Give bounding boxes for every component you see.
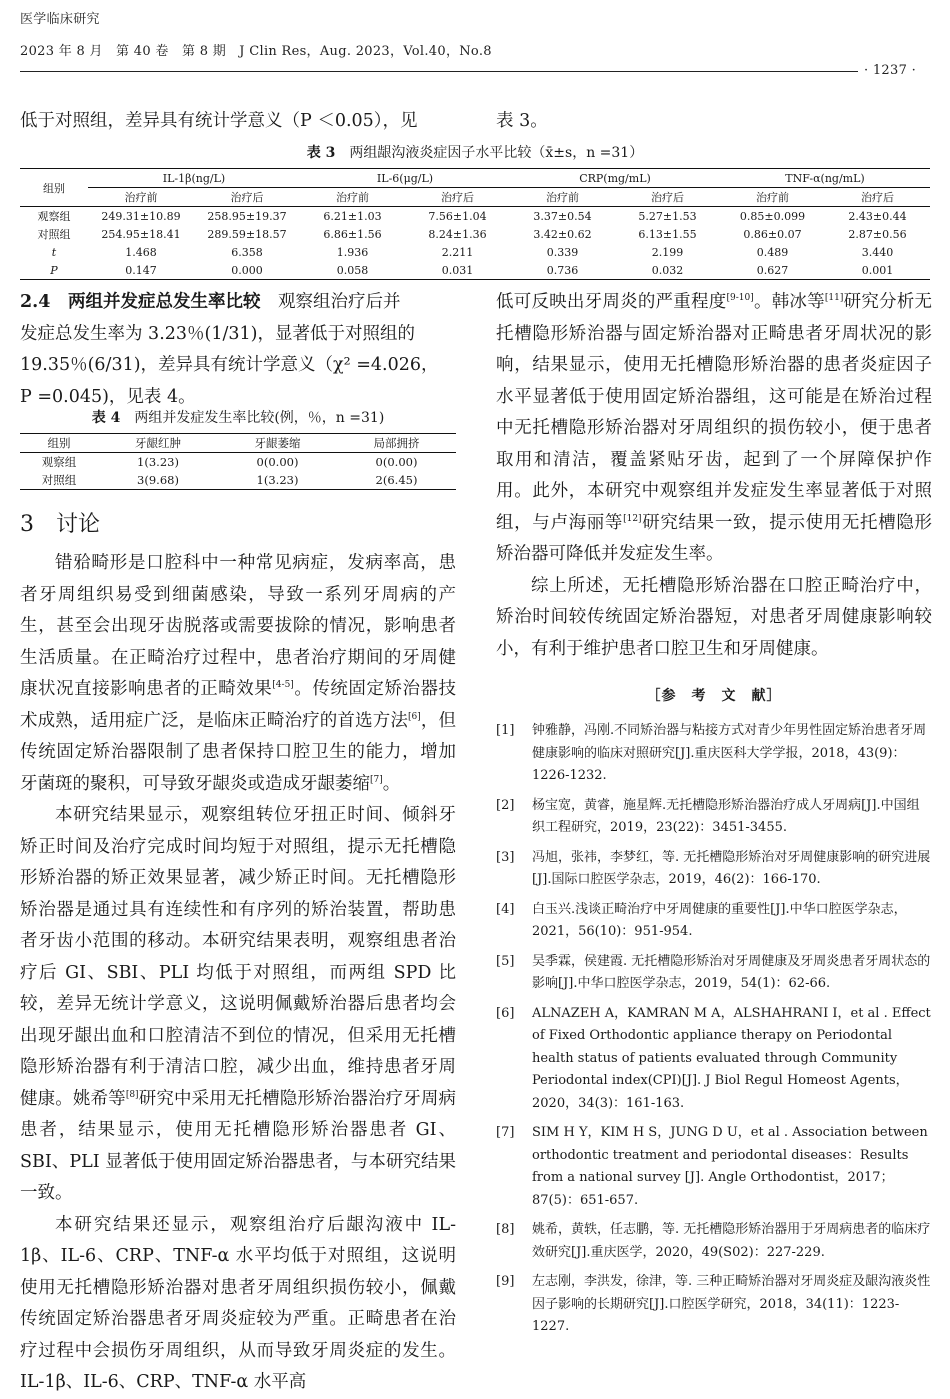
reference-list <box>496 720 932 1346</box>
table-cell: 254.95±18.41 <box>101 227 181 241</box>
table3-indicator: CRP(mg/mL) <box>510 169 720 188</box>
citation: [6] <box>407 711 421 722</box>
reference-item <box>496 1271 932 1339</box>
table-row <box>20 261 930 280</box>
table4-header: 局部拥挤 <box>373 436 420 450</box>
table-cell: 5.27±1.53 <box>638 209 697 223</box>
table-cell: 2.43±0.44 <box>848 209 907 223</box>
table-cell: 6.86±1.56 <box>323 227 382 241</box>
reference-number: [1] <box>496 723 515 738</box>
header-rule <box>20 71 858 72</box>
paragraph <box>20 548 456 800</box>
table3-indicator: IL-6(μg/L) <box>300 169 510 188</box>
citation: [8] <box>125 1089 139 1100</box>
paragraph-text: 本研究结果显示，观察组转位牙扭正时间、倾斜牙矫正时间及治疗完成时间均短于对照组，提示无托槽隐形矫治器的矫正效果显著，减少矫正时间。无托槽隐形矫治器是通过具有连续性和有序列的矫治装置，帮助患者牙齿小范围的移动。本研究结果表明，观察组患者治疗后 GI、SBI、PLI 均低于对照组，而两组 SPD 比较，差异无统计学意义，这说明佩戴矫治器后患者均会出现牙龈出血和口腔清洁不到位的情况，但采用无托槽隐形矫治器有利于清洁口腔，减少出血，维持患者牙周健康。姚希等 <box>20 805 456 1109</box>
table3 <box>20 168 930 280</box>
table-cell: 1(3.23) <box>256 473 299 487</box>
table-cell: 0(0.00) <box>375 455 418 469</box>
reference-item <box>496 720 932 788</box>
issue-info: 2023 年 8 月 第 40 卷 第 8 期 J Clin Res，Aug. 2023，Vol.40，No.8 <box>20 44 492 59</box>
reference-number: [3] <box>496 849 515 865</box>
citation: [9-10] <box>726 293 754 304</box>
table-cell: 观察组 <box>41 455 77 469</box>
table-cell: 0(0.00) <box>256 455 299 469</box>
table-cell: 8.24±1.36 <box>428 227 487 241</box>
table3-subheader: 治疗后 <box>230 191 264 204</box>
table-cell: 0.147 <box>125 263 157 277</box>
reference-text: 姚希，黄轶，任志鹏，等. 无托槽隐形矫治器用于牙周病患者的临床疗效研究[J].重庆医学，2020，49(S02)：227-229. <box>532 1222 931 1260</box>
reference-text: 白玉兴.浅谈正畸治疗中牙周健康的重要性[J].中华口腔医学杂志，2021，56(10)：951-954. <box>532 901 907 939</box>
reference-item <box>496 951 932 996</box>
table3-subheader: 治疗前 <box>546 191 579 204</box>
table-cell: 0.000 <box>231 263 263 277</box>
paragraph-text: 。 <box>382 773 401 794</box>
table4 <box>20 433 456 490</box>
journal-name: 医学临床研究 <box>20 12 100 27</box>
table3-row-label: t <box>51 245 57 259</box>
table-cell: 2(6.45) <box>375 473 418 487</box>
table-cell: 1.936 <box>336 245 369 259</box>
table-row <box>20 243 930 261</box>
table3-row-label: 观察组 <box>37 210 71 223</box>
paragraph-text: ，但传统固定矫治器限制了患者保持口腔卫生的能力，增加牙菌斑的聚积，可导致牙龈炎或造成牙龈萎缩 <box>20 710 457 794</box>
table-cell: 0.032 <box>651 263 684 277</box>
table-cell: 0.001 <box>861 263 894 277</box>
paragraph-text: 研究分析无托槽隐形矫治器与固定矫治器对正畸患者牙周状况的影响，结果显示，使用无托槽隐形矫治器的患者炎症因子水平显著低于使用固定矫治器组，这可能是在矫治过程中无托槽隐形矫治器对牙周组织的损伤较小，便于患者取用和清洁，覆盖紧贴牙齿，起到了一个屏障保护作用。此外，本研究中观察组并发症发生率显著低于对照组，与卢海丽等 <box>496 292 933 533</box>
section-2-4-text: 观察组治疗后并 <box>277 292 401 312</box>
section-2-4-text: 19.35％(6/31)，差异具有统计学意义（χ² =4.026， <box>20 355 439 375</box>
reference-text: 钟雅静，冯刚.不同矫治器与粘接方式对青少年男性固定矫治患者牙周健康影响的临床对照研究[J].重庆医科大学学报，2018，43(9)：1226-1232. <box>532 723 927 783</box>
table-cell: 0.85±0.099 <box>739 209 806 223</box>
table3-subheader: 治疗后 <box>651 191 684 204</box>
paragraph <box>20 800 456 1210</box>
table-cell: 3(9.68) <box>137 473 179 487</box>
table-cell: 3.440 <box>861 245 894 259</box>
table-cell: 6.358 <box>231 245 263 259</box>
reference-item <box>496 1219 932 1264</box>
table-cell: 6.13±1.55 <box>638 227 697 241</box>
table-cell: 1.468 <box>125 245 157 259</box>
reference-number: [4] <box>496 901 515 917</box>
discussion-right <box>496 287 932 665</box>
paragraph-text: 研究中采用无托槽隐形矫治器治疗牙周病患者，结果显示，使用无托槽隐形矫治器患者 GI、SBI、PLI 显著低于使用固定矫治器患者，与本研究结果一致。 <box>20 1088 456 1203</box>
table3-group-header: 组别 <box>20 169 88 207</box>
reference-number: [6] <box>496 1005 515 1021</box>
table4-header: 组别 <box>47 436 71 450</box>
table-cell: 289.59±18.57 <box>207 227 287 241</box>
table4-header: 牙龈红肿 <box>135 436 181 450</box>
reference-number: [2] <box>496 797 515 813</box>
table-cell: 1(3.23) <box>137 455 179 469</box>
reference-item <box>496 1122 932 1212</box>
table4-caption-text: 两组并发症发生率比较(例，％，n =31) <box>134 410 385 426</box>
table3-caption-label: 表 3 <box>306 145 336 161</box>
table4-caption-label: 表 4 <box>91 410 121 426</box>
table-cell: 2.87±0.56 <box>848 227 907 241</box>
table3-caption <box>20 142 930 162</box>
citation: [12] <box>623 513 642 524</box>
paragraph: 本研究结果还显示，观察组治疗后龈沟液中 IL-1β、IL-6、CRP、TNF-α 水平均低于对照组，这说明使用无托槽隐形矫治器对患者牙周组织损伤较小，佩戴传统固定矫治器患者牙周炎症较为严重。正畸患者在治疗过程中会损伤牙周组织，从而导致牙周炎症的发生。IL-1β、IL-6、CRP、TNF-α 水平高 <box>20 1214 456 1392</box>
table3-caption-text: 两组龈沟液炎症因子水平比较（x̄±s，n =31） <box>349 145 644 161</box>
citation: [11] <box>824 293 844 304</box>
discussion-left <box>20 548 456 1399</box>
table-cell: 258.95±19.37 <box>207 209 287 223</box>
table3-indicator: IL-1β(ng/L) <box>88 169 300 188</box>
section-2-4 <box>20 287 456 413</box>
reference-text: 冯旭，张祎，李梦红，等. 无托槽隐形矫治对牙周健康影响的研究进展[J].国际口腔医学杂志，2019，46(2)：166-170. <box>532 849 931 887</box>
citation: [7] <box>370 774 383 785</box>
reference-text: 吴季霖，侯建霞. 无托槽隐形矫治对牙周健康及牙周炎患者牙周状态的影响[J].中华口腔医学杂志，2019，54(1)：62-66. <box>532 953 931 991</box>
section-2-4-heading: 2.4 两组并发症总发生率比较 <box>20 292 261 312</box>
reference-item <box>496 1003 932 1116</box>
reference-item <box>496 847 932 892</box>
table-cell: 0.627 <box>756 263 789 277</box>
table-row <box>20 225 930 243</box>
table4-header: 牙龈萎缩 <box>254 436 301 450</box>
table3-subheader: 治疗后 <box>861 191 894 204</box>
paragraph-text: 。传统固定矫治器技术成熟，适用症广泛，是临床正畸治疗的首选方法 <box>20 679 457 731</box>
table3-indicator: TNF-α(ng/mL) <box>720 169 930 188</box>
section-2-4-text: 发症总发生率为 3.23％(1/31)，显著低于对照组的 <box>20 323 415 344</box>
table-row <box>20 471 456 490</box>
table-cell: 0.736 <box>546 263 579 277</box>
table-cell: 0.031 <box>441 263 474 277</box>
reference-text: ALNAZEH A，KAMRAN M A，ALSHAHRANI I，et al . Effect of Fixed Orthodontic appliance therapy on Periodontal health status of patients evaluated through Community Periodontal index(CPI)[J]. J Biol Regul Homeost Agents，2020，34(3)：161-163. <box>532 1005 931 1111</box>
table-cell: 2.211 <box>441 245 474 259</box>
table-cell: 0.86±0.07 <box>743 227 802 241</box>
table3-row-label: 对照组 <box>37 228 71 241</box>
table-cell: 7.56±1.04 <box>428 209 487 223</box>
table-row <box>20 453 456 472</box>
table-cell: 0.489 <box>756 245 789 259</box>
reference-number: [7] <box>496 1125 515 1140</box>
paragraph-text: 。韩冰等 <box>753 292 825 312</box>
reference-number: [5] <box>496 953 515 969</box>
reference-text: 杨宝宽，黄睿，施星辉.无托槽隐形矫治器治疗成人牙周病[J].中国组织工程研究，2019，23(22)：3451-3455. <box>532 797 920 835</box>
table3-subheader: 治疗后 <box>441 191 474 204</box>
table-cell: 0.058 <box>336 263 369 277</box>
table4-caption <box>20 407 456 427</box>
table-cell: 249.31±10.89 <box>101 209 181 223</box>
reference-number: [9] <box>496 1274 515 1289</box>
reference-item <box>496 795 932 840</box>
citation: [4-5] <box>272 680 294 691</box>
intro-line-left: 低于对照组，差异具有统计学意义（P ＜0.05），见 <box>20 111 418 131</box>
table-cell: 6.21±1.03 <box>323 209 382 223</box>
table3-row-label: P <box>50 263 58 277</box>
table3-subheader: 治疗前 <box>756 191 789 204</box>
table-cell: 3.37±0.54 <box>533 209 592 223</box>
intro-line-right: 表 3。 <box>496 111 548 131</box>
paragraph-text: 低可反映出牙周炎的严重程度 <box>496 292 727 312</box>
paragraph: 综上所述，无托槽隐形矫治器在口腔正畸治疗中，矫治时间较传统固定矫治器短，对患者牙周健康影响较小，有利于维护患者口腔卫生和牙周健康。 <box>496 575 932 659</box>
reference-item <box>496 899 932 944</box>
references-heading: ［参 考 文 献］ <box>646 688 782 704</box>
table-cell: 0.339 <box>546 245 579 259</box>
table3-subheader: 治疗前 <box>124 191 158 204</box>
paragraph-text: 错𬌗畸形是口腔科中一种常见病症，发病率高，患者牙周组织易受到细菌感染，导致一系列牙周病的产生，甚至会出现牙齿脱落或需要拔除的情况，影响患者生活质量。在正畸治疗过程中，患者治疗期间的牙周健康状况直接影响患者的正畸效果 <box>20 553 456 699</box>
section-3-heading: 3 讨论 <box>20 512 100 537</box>
reference-text: 左志刚，李洪发，徐津，等. 三种正畸矫治器对牙周炎症及龈沟液炎性因子影响的长期研究[J].口腔医学研究，2018，34(11)：1223-1227. <box>532 1274 931 1334</box>
table-cell: 2.199 <box>651 245 684 259</box>
table-cell: 3.42±0.62 <box>533 227 592 241</box>
paragraph-text: 研究结果一致，提示使用无托槽隐形矫治器可降低并发症发生率。 <box>496 512 933 564</box>
section-2-4-text: P =0.045)，见表 4。 <box>20 386 196 407</box>
page-number: · 1237 · <box>864 63 917 78</box>
table3-subheader: 治疗前 <box>336 191 369 204</box>
table-row <box>20 207 930 226</box>
reference-text: SIM H Y，KIM H S，JUNG D U，et al . Association between orthodontic treatment and periodontal diseases：Results from a national survey [J]. Angle Orthodontist，2017；87(5)：651-657. <box>532 1125 928 1208</box>
table-cell: 对照组 <box>41 473 77 487</box>
reference-number: [8] <box>496 1222 515 1237</box>
paragraph <box>496 287 932 571</box>
